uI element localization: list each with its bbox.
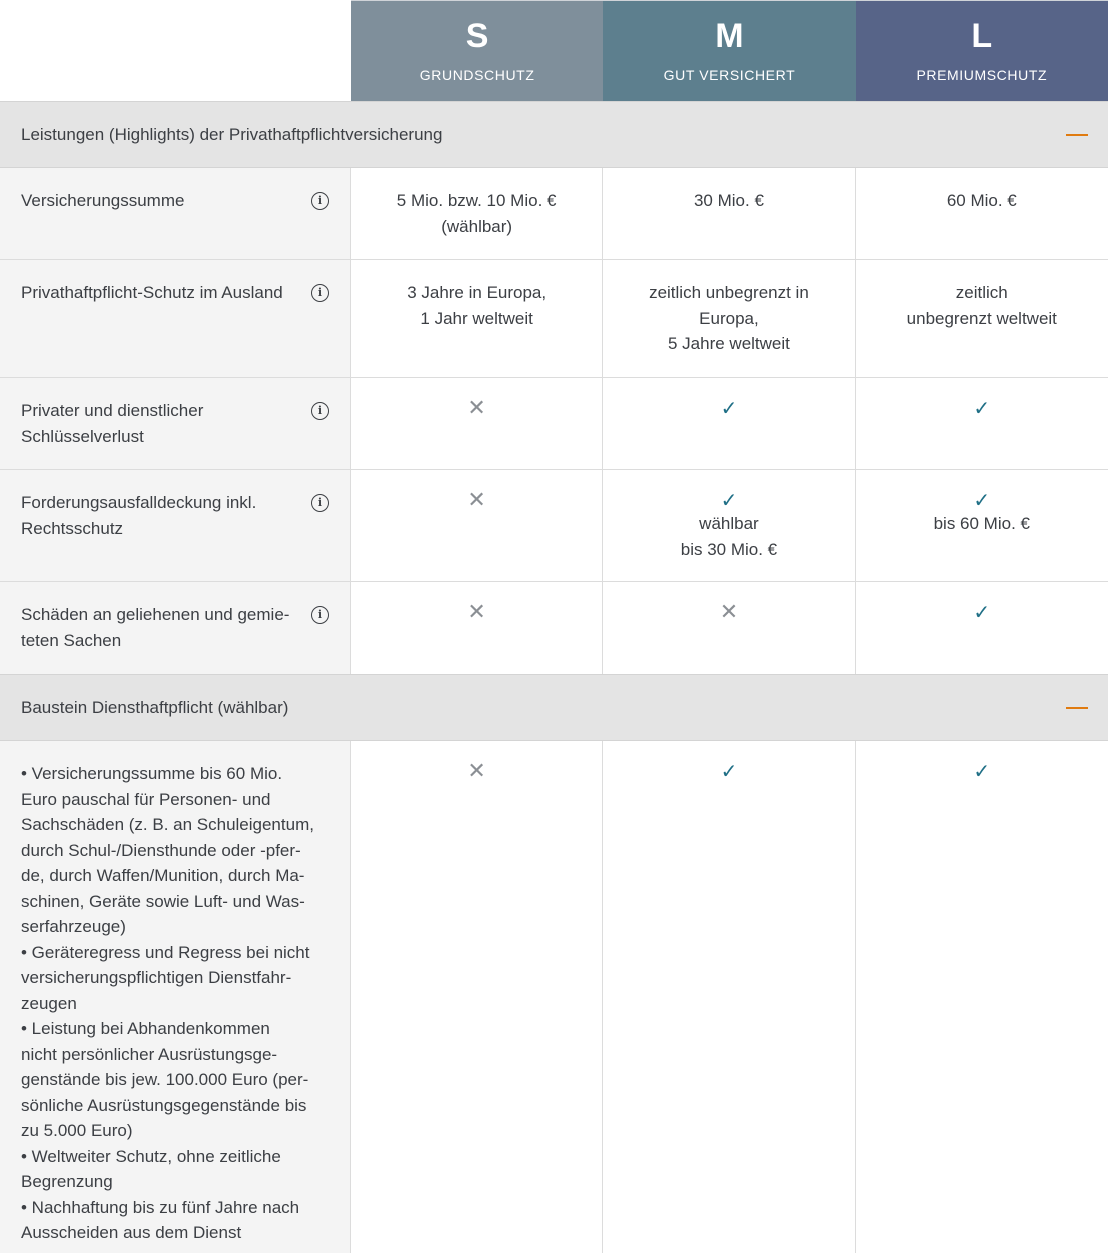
value-cell-m	[603, 582, 855, 674]
cross-icon: ✕	[719, 600, 739, 625]
value-cell-s	[351, 168, 603, 259]
tier-letter: M	[715, 17, 744, 55]
cross-icon: ✕	[467, 600, 486, 625]
value-text: (wählbar)	[441, 216, 513, 236]
bullet-line: de, durch Waffen/Munition, durch Ma-	[21, 866, 305, 885]
row-label-text: Schlüsselverlust	[21, 426, 144, 446]
value-text: 5 Mio. bzw. 10 Mio. €	[396, 191, 557, 210]
value-cell-m	[603, 378, 855, 469]
table-row	[0, 470, 1108, 582]
bullet-line: durch Schul-/Diensthunde oder -pfer-	[21, 840, 301, 860]
value-cell-s	[351, 470, 603, 581]
tier-letter: S	[465, 17, 489, 55]
cross-icon: ✕	[467, 488, 486, 513]
bullet-line: nicht persönlicher Ausrüstungsge-	[21, 1044, 278, 1064]
row-label	[0, 260, 351, 377]
tier-label: PREMIUMSCHUTZ	[916, 67, 1048, 83]
value-cell-l	[856, 378, 1108, 469]
value-cell-l	[856, 168, 1108, 259]
bullet-line: sönliche Ausrüstungsgegenstände bis	[21, 1095, 307, 1115]
bullet-line: • Weltweiter Schutz, ohne zeitliche	[21, 1146, 281, 1166]
bullet-line: • Leistung bei Abhandenkommen	[21, 1019, 270, 1038]
bullet-line: versicherungspflichtigen Dienstfahr-	[21, 968, 292, 987]
tier-label: GRUNDSCHUTZ	[419, 67, 535, 83]
value-text: bis 60 Mio. €	[933, 514, 1030, 533]
cross-icon: ✕	[467, 396, 486, 421]
value-cell-s	[351, 260, 603, 377]
table-row	[0, 378, 1108, 470]
row-label-text: teten Sachen	[21, 630, 122, 650]
bullet-line: zeugen	[21, 993, 77, 1013]
row-label	[0, 168, 351, 259]
row-label	[0, 741, 351, 1253]
value-cell-m	[603, 470, 855, 581]
check-icon: ✓	[720, 396, 738, 420]
bullet-line: zu 5.000 Euro)	[21, 1121, 133, 1140]
row-label-text: Privater und dienstlicher	[21, 401, 204, 420]
tier-label: GUT VERSICHERT	[663, 67, 796, 83]
section-header-privathaftpflicht[interactable]	[0, 101, 1108, 168]
value-cell-m	[603, 260, 855, 377]
value-text: wählbar	[699, 514, 759, 533]
bullet-line: Euro pauschal für Personen- und	[21, 789, 271, 809]
value-cell-m	[603, 741, 855, 1253]
value-text: 3 Jahre in Europa,	[407, 283, 547, 302]
check-icon: ✓	[720, 759, 738, 783]
tier-l-header[interactable]	[856, 0, 1108, 101]
section-header-diensthaftpflicht[interactable]	[0, 674, 1108, 741]
collapse-minus-icon[interactable]	[1066, 124, 1088, 146]
row-label-text: Rechtsschutz	[21, 518, 124, 538]
value-cell-l	[856, 582, 1108, 674]
value-cell-s	[351, 378, 603, 469]
row-label	[0, 378, 351, 469]
value-cell-s	[351, 582, 603, 674]
tier-letter: L	[971, 17, 993, 55]
row-label	[0, 470, 351, 581]
value-cell-l	[856, 470, 1108, 581]
info-icon[interactable]: i	[311, 402, 329, 420]
table-row	[0, 260, 1108, 378]
table-row	[0, 582, 1108, 674]
bullet-line: Sachschäden (z. B. an Schuleigentum,	[21, 815, 314, 834]
bullet-line: • Nachhaftung bis zu fünf Jahre nach	[21, 1197, 300, 1217]
check-icon: ✓	[973, 759, 991, 783]
bullet-line: serfahrzeuge)	[21, 917, 126, 936]
table-row	[0, 168, 1108, 260]
value-text: Europa,	[699, 308, 759, 328]
value-text: 60 Mio. €	[946, 191, 1017, 210]
bullet-line: • Geräteregress und Regress bei nicht	[21, 942, 310, 962]
tier-m-header[interactable]	[603, 0, 855, 101]
value-text: 5 Jahre weltweit	[668, 334, 790, 353]
value-text: unbegrenzt weltweit	[906, 308, 1057, 328]
check-icon: ✓	[973, 488, 991, 512]
info-icon[interactable]: i	[311, 606, 329, 624]
info-icon[interactable]: i	[311, 494, 329, 512]
value-cell-m	[603, 168, 855, 259]
tier-s-header[interactable]	[351, 0, 603, 101]
check-icon: ✓	[973, 396, 991, 420]
value-cell-s	[351, 741, 603, 1253]
info-icon[interactable]: i	[311, 284, 329, 302]
tier-header-row	[0, 0, 1108, 101]
value-text: 1 Jahr weltweit	[420, 308, 533, 328]
value-cell-l	[856, 741, 1108, 1253]
row-label-text: Privathaftpflicht-Schutz im Ausland	[21, 283, 283, 302]
section-title: Baustein Diensthaftpflicht (wählbar)	[21, 697, 289, 717]
bullet-line: Ausscheiden aus dem Dienst	[21, 1223, 242, 1242]
bullet-line: Begrenzung	[21, 1172, 113, 1191]
bullet-line: schinen, Geräte sowie Luft- und Was-	[21, 891, 305, 911]
table-row	[0, 741, 1108, 1253]
value-text: zeitlich	[955, 283, 1008, 302]
check-icon: ✓	[720, 488, 738, 512]
check-icon: ✓	[973, 600, 991, 624]
header-blank-cell	[0, 0, 351, 101]
value-text: 30 Mio. €	[693, 191, 764, 210]
bullet-line: genstände bis jew. 100.000 Euro (per-	[21, 1070, 309, 1089]
value-text: bis 30 Mio. €	[680, 539, 778, 559]
bullet-line: • Versicherungssumme bis 60 Mio.	[21, 764, 283, 783]
row-label-text: Schäden an geliehenen und gemie-	[21, 605, 290, 624]
row-label	[0, 582, 351, 674]
collapse-minus-icon[interactable]	[1066, 697, 1088, 719]
value-text: zeitlich unbegrenzt in	[649, 283, 809, 302]
row-label-text: Forderungsausfalldeckung inkl.	[21, 493, 257, 512]
info-icon[interactable]: i	[311, 192, 329, 210]
row-label-text: Versicherungssumme	[21, 191, 185, 210]
cross-icon: ✕	[467, 759, 486, 784]
value-cell-l	[856, 260, 1108, 377]
section-title: Leistungen (Highlights) der Privathaftpflichtversicherung	[21, 124, 443, 144]
